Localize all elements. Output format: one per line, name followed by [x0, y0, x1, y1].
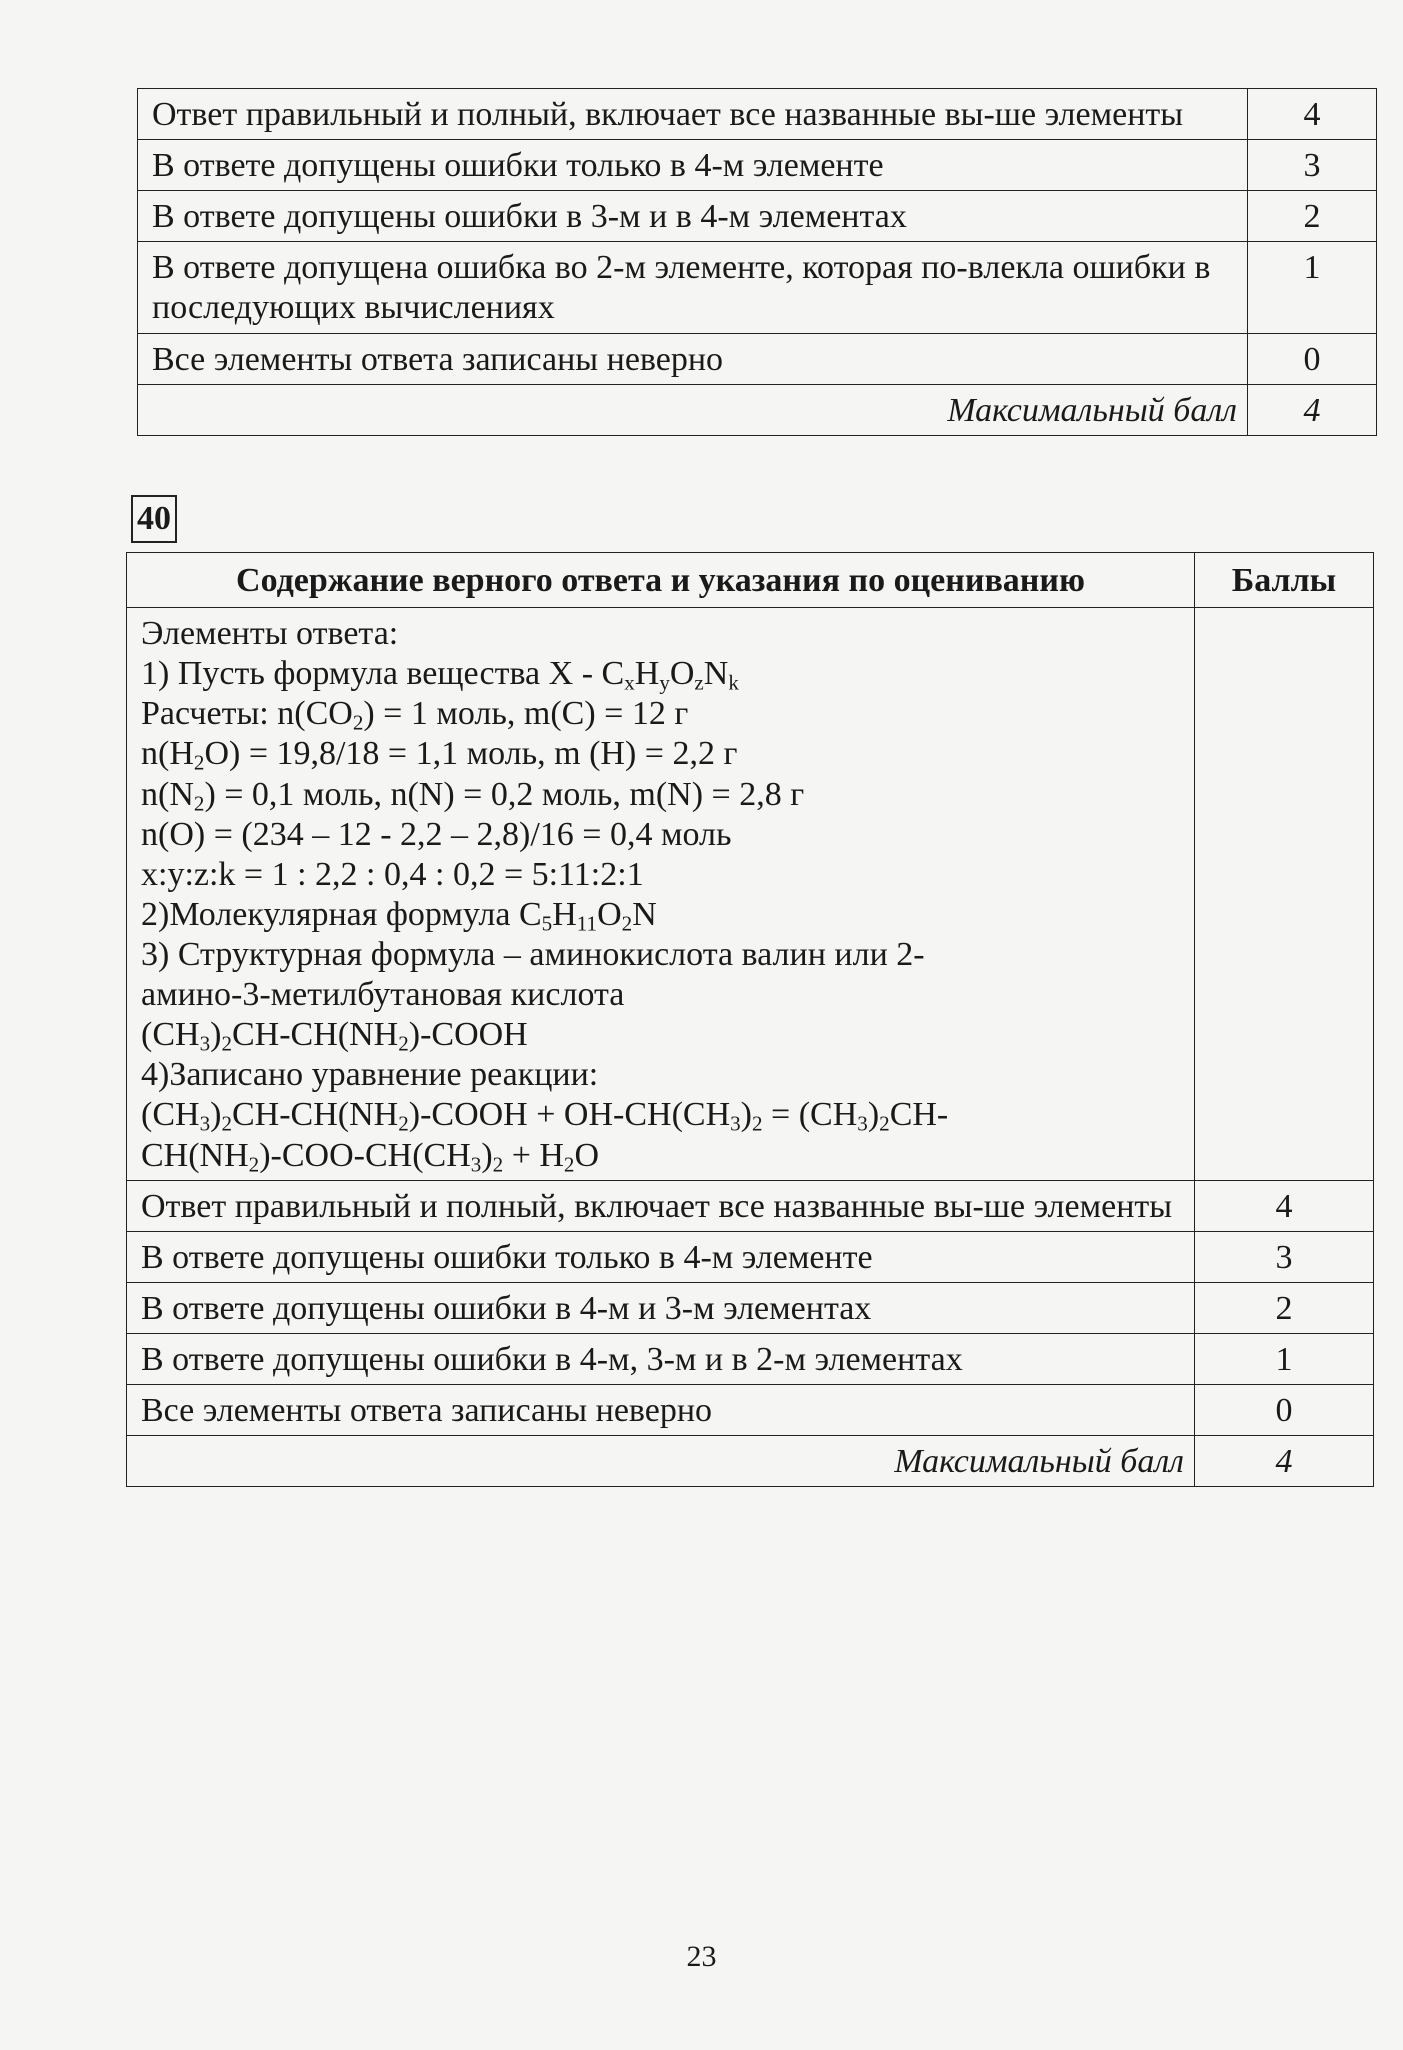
max-score-label: Максимальный балл	[127, 1436, 1195, 1487]
criterion-points: 4	[1248, 89, 1377, 140]
answer-line: амино-3-метилбутановая кислота	[141, 976, 625, 1014]
answer-line: 2)Молекулярная формула $C_5H_{11}O_2N$	[141, 895, 657, 936]
table-row	[138, 140, 1377, 191]
answer-line: 3) Структурная формула – аминокислота валин или 2-	[141, 935, 925, 973]
criterion-text: Ответ правильный и полный, включает все названные вы-ше элементы	[138, 89, 1248, 140]
criterion-text: В ответе допущены ошибки в 4-м, 3-м и в 2-м элементах	[127, 1333, 1195, 1384]
criterion-text: Все элементы ответа записаны неверно	[127, 1385, 1195, 1436]
answer-line: $CH(NH_2)-COO-CH(CH_3)_2 + H_2O$	[141, 1136, 600, 1176]
header-points: Баллы	[1195, 553, 1374, 608]
table-row	[138, 191, 1377, 242]
max-score-value: 4	[1195, 1436, 1374, 1487]
criterion-text: В ответе допущены ошибки только в 4-м элементе	[138, 140, 1248, 191]
answer-line: $(CH_3)_2CH-CH(NH_2)$-COOH	[141, 1016, 528, 1056]
table-row	[138, 89, 1377, 140]
criterion-text: Ответ правильный и полный, включает все названные вы-ше элементы	[127, 1180, 1195, 1231]
answer-line: 4)Записано уравнение реакции:	[141, 1056, 599, 1094]
answer-line: Элементы ответа:	[141, 615, 399, 653]
criterion-text: В ответе допущены ошибки в 3-м и в 4-м элементах	[138, 191, 1248, 242]
criteria-table-40	[126, 552, 1374, 1487]
criterion-points: 2	[1195, 1282, 1374, 1333]
answer-line: x:y:z:k = 1 : 2,2 : 0,4 : 0,2 = 5:11:2:1	[141, 855, 644, 893]
table-row	[127, 1385, 1374, 1436]
answer-elements	[127, 608, 1195, 1181]
criterion-points: 1	[1248, 242, 1377, 333]
answer-line: $(CH_3)_2CH-CH(NH_2)$-COOH + $OH-CH(CH_3)_2 = (CH_3)_2CH-$	[141, 1096, 949, 1136]
criterion-text: В ответе допущена ошибка во 2-м элементе, которая по-влекла ошибки в последующих вычислениях	[138, 242, 1248, 333]
table-row	[127, 1333, 1374, 1384]
criterion-points: 3	[1195, 1231, 1374, 1282]
criterion-points: 3	[1248, 140, 1377, 191]
criterion-points: 2	[1248, 191, 1377, 242]
task-number: 40	[131, 495, 177, 543]
criteria-table-39	[137, 88, 1377, 436]
table-row	[138, 333, 1377, 384]
max-score-label: Максимальный балл	[138, 384, 1248, 435]
max-score-row	[127, 1436, 1374, 1487]
answer-line: $n(N_2) = 0,1$ моль, n(N) = 0,2 моль, m(N) = 2,8 г	[141, 775, 805, 815]
criterion-text: В ответе допущены ошибки только в 4-м элементе	[127, 1231, 1195, 1282]
answer-line: n(O) = (234 – 12 - 2,2 – 2,8)/16 = 0,4 моль	[141, 815, 732, 853]
max-score-value: 4	[1248, 384, 1377, 435]
header-content: Содержание верного ответа и указания по оцениванию	[127, 553, 1195, 608]
answer-line: $n(H_2O) = 19,8/18 = 1,1$ моль, m (H) = 2,2 г	[141, 735, 738, 775]
criterion-points: 4	[1195, 1180, 1374, 1231]
max-score-row	[138, 384, 1377, 435]
answer-points-empty	[1195, 608, 1374, 1181]
answer-line: Расчеты: $n(CO_2) = 1$ моль, m(C) = 12 г	[141, 695, 689, 735]
table-row	[138, 242, 1377, 333]
criterion-text: В ответе допущены ошибки в 4-м и 3-м элементах	[127, 1282, 1195, 1333]
answer-elements-row	[127, 608, 1374, 1181]
criterion-points: 0	[1248, 333, 1377, 384]
criterion-points: 0	[1195, 1385, 1374, 1436]
criterion-points: 1	[1195, 1333, 1374, 1384]
page-number: 23	[686, 1940, 717, 1973]
answer-line: 1) Пусть формула вещества X - $C_xH_yO_zN_k$	[141, 655, 739, 695]
table-row	[127, 1180, 1374, 1231]
table-row	[127, 1282, 1374, 1333]
table-header-row	[127, 553, 1374, 608]
criterion-text: Все элементы ответа записаны неверно	[138, 333, 1248, 384]
table-row	[127, 1231, 1374, 1282]
